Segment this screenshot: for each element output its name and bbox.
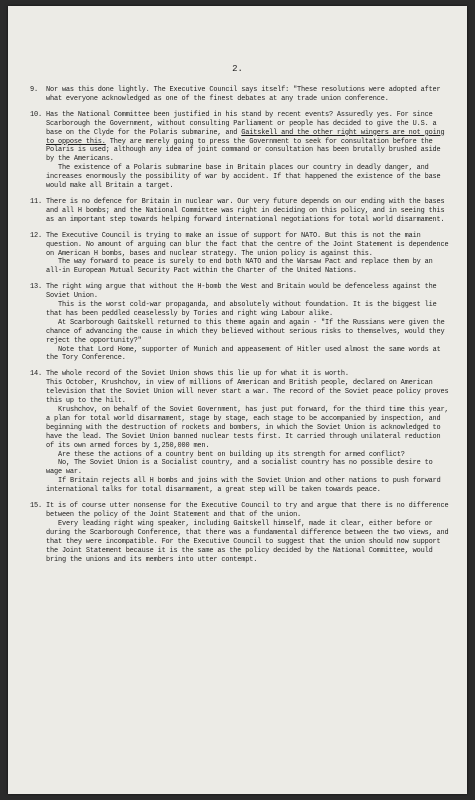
text-run: If Britain rejects all H bombs and joins with the Soviet Union and other nations to push forward international talks for total disarmament, a great step will be taken towards peace. — [46, 477, 441, 495]
page-number: 2. — [232, 64, 243, 74]
paragraph-14 — [30, 370, 450, 495]
paragraph-text — [46, 232, 450, 259]
paragraph-number: 13. — [30, 283, 42, 292]
paragraph-number: 11. — [30, 197, 42, 206]
paragraph-text — [46, 502, 450, 520]
text-run: This is the worst cold-war propaganda, and absolutely without foundation. It is the biggest lie that has been peddled ceaselessly by Tories and right wing Labour alike. — [46, 301, 437, 318]
text-run: The Executive Council is trying to make an issue of support for NATO. But this is not the main question. No amount of arguing can blur the fact that the centre of the Joint Statement is dependence on American H bombs, bases and nuclear strategy. The union policy is against this. — [46, 231, 449, 258]
text-run: At Scarborough Gaitskell returned to this theme again and again - "If the Russians were given the chance of advancing the cause in which they believed without serious risks to themselves, would they reject the opportunity?" — [46, 318, 445, 345]
text-run: No, The Soviet Union is a Socialist country, and a socialist country has no possible desire to wage war. — [46, 459, 433, 477]
paragraph-text — [46, 301, 450, 319]
text-run: The way forward to peace is surely to end both NATO and the Warsaw Pact and replace them by an all-in European Mutual Security Pact within the Charter of the United Nations. — [46, 258, 433, 276]
text-run: It is of course utter nonsense for the Executive Council to try and argue that there is no difference between the policy of the Joint Statement and that of the union. — [46, 502, 449, 519]
paragraph-9 — [30, 86, 450, 104]
paragraph-text — [46, 451, 450, 460]
text-run: Nor was this done lightly. The Executive Council says itself: "These resolutions were adopted after what everyone acknowledged as one of the finest debates at any trade union conference. — [46, 86, 441, 103]
paragraph-number: 15. — [30, 502, 42, 511]
paragraph-text — [46, 283, 450, 301]
text-run: Are these the actions of a country bent on building up its strength for armed conflict? — [58, 450, 405, 459]
text-run: Krushchov, on behalf of the Soviet Government, has just put forward, for the third time this year, a plan for total world disarmament, stage by stage, each stage to be accompanied by inspection, and beginning with the destruction of rockets and bombers, in which the Soviet Union is acknowledged to have the lead. The Soviet Union banned nuclear tests first. It carried through unilateral reduction of its own armed forces by 1,250,000 men. — [46, 406, 449, 450]
paragraph-13 — [30, 283, 450, 363]
document-page — [8, 6, 467, 794]
paragraph-number: 12. — [30, 231, 42, 240]
text-run: They are merely going to press the Government to seek for consultation before the Polaris is used; although any idea of joint command or consultation has been brutally brushed aside by the Americans. — [46, 137, 441, 164]
document-body — [30, 86, 450, 571]
paragraph-text — [46, 258, 450, 276]
paragraph-text — [46, 370, 450, 379]
paragraph-text — [46, 164, 450, 191]
text-run: Note that Lord Home, supporter of Munich and appeasement of Hitler used almost the same words at the Tory Conference. — [46, 345, 441, 363]
paragraph-text — [46, 406, 450, 451]
text-run: Every leading right wing speaker, including Gaitskell himself, made it clear, either before or during the Scarborough Conference, that there was a fundamental difference between the two views, and that they were incompatible. For the Executive Council to suggest that the union should now support the Joint Statement because it is the same as the policy decided by the National Committee, would bring the unions and its members into utter contempt. — [46, 519, 449, 564]
paragraph-10 — [30, 111, 450, 191]
paragraph-text — [46, 477, 450, 495]
paragraph-text — [46, 379, 450, 406]
underlined-text: Gaitskell and the other right wingers are not going to oppose this. — [46, 128, 445, 146]
paragraph-number: 14. — [30, 370, 42, 379]
paragraph-text — [46, 319, 450, 346]
text-run: The whole record of the Soviet Union shows this lie up for what it is worth. — [46, 370, 349, 379]
paragraph-12 — [30, 232, 450, 277]
text-run: The existence of a Polaris submarine base in Britain places our country in deadly danger, and increases enormously the possibility of war by accident. If that happened the existence of the base would make all Britain a target. — [46, 164, 441, 191]
paragraph-11 — [30, 198, 450, 225]
paragraph-text — [46, 111, 450, 164]
paragraph-text — [46, 198, 450, 225]
paragraph-number: 10. — [30, 110, 42, 119]
text-run: This October, Krushchov, in view of millions of American and British people, declared on American television that the Soviet Union will never start a war. The record of the Soviet peace policy proves this up to the hilt. — [46, 379, 449, 406]
text-run: Has the National Committee been justified in his stand by recent events? Assuredly yes. For since Scarborough the Government, without consulting Parliament or people has decided to give the U.S. a base on the Clyde for the Polaris submarine, and — [46, 110, 437, 137]
paragraph-15 — [30, 502, 450, 564]
paragraph-text — [46, 86, 450, 104]
text-run: The right wing argue that without the H-bomb the West and Britain would be defenceless against the Soviet Union. — [46, 283, 437, 301]
text-run: There is no defence for Britain in nuclear war. Our very future depends on our ending with the bases and all H bombs; and the National Committee was right in deciding on this policy, and in seeing this as an important step towards helping forward international negotiations for total world disarmament. — [46, 197, 445, 224]
paragraph-text — [46, 520, 450, 565]
paragraph-text — [46, 459, 450, 477]
paragraph-text — [46, 346, 450, 364]
paragraph-number: 9. — [30, 86, 38, 94]
